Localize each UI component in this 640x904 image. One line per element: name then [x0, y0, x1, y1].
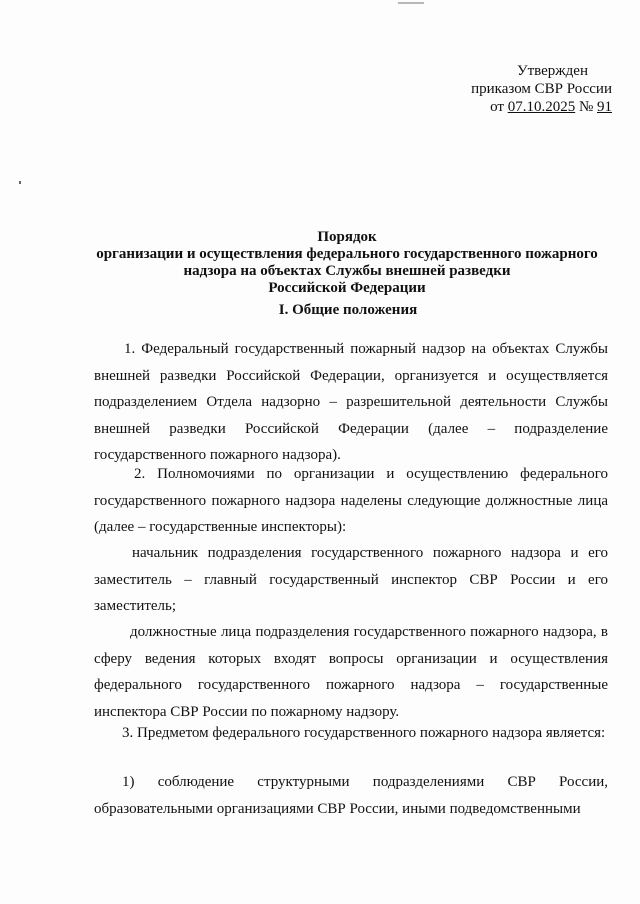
paragraph-4: должностные лица подразделения государственного пожарного надзора, в сферу ведения которых входят вопросы организации и осуществления федерального государственного пожарного надзора – государственные инспектора СВР России по пожарному надзору. [94, 624, 608, 720]
paragraph-3: начальник подразделения государственного пожарного надзора и его заместитель – главный государственный инспектор СВР России и его заместитель; [94, 545, 608, 614]
document-title [82, 229, 612, 297]
paragraph-6: 1) соблюдение структурными подразделениями СВР России, образовательными организациями СВР России, иными подведомственными [94, 774, 608, 817]
approval-number-sign: № [575, 99, 597, 115]
scan-artifact [398, 2, 424, 4]
paragraph-2: 2. Полномочиями по организации и осуществлению федерального государственного пожарного надзора наделены следующие должностные лица (далее – государственные инспекторы): [94, 466, 608, 535]
paragraph-1: 1. Федеральный государственный пожарный надзор на объектах Службы внешней разведки Российской Федерации, организуется и осуществляется подразделением Отдела надзорно – разрешительной деятельности Службы внешней разведки Российской Федерации (далее – подразделение государственного пожарного надзора). [94, 341, 608, 463]
title-line-4: Российской Федерации [268, 280, 426, 296]
scan-artifact-dot [19, 181, 21, 184]
approval-stamp [471, 62, 612, 116]
approval-line-2: приказом СВР России [471, 81, 612, 97]
title-line-2: организации и осуществления федерального государственного пожарного [96, 246, 598, 262]
approval-date-prefix: от [490, 99, 508, 115]
approval-date: 07.10.2025 [507, 99, 576, 115]
approval-number: 91 [597, 99, 612, 115]
title-line-1: Порядок [317, 229, 377, 245]
approval-date-line [471, 98, 612, 116]
approval-line-1: Утвержден [516, 63, 588, 79]
title-line-3: надзора на объектах Службы внешней разведки [183, 263, 511, 279]
section-heading: I. Общие положения [278, 302, 418, 318]
paragraph-5: 3. Предметом федерального государственного пожарного надзора является: [122, 725, 606, 741]
